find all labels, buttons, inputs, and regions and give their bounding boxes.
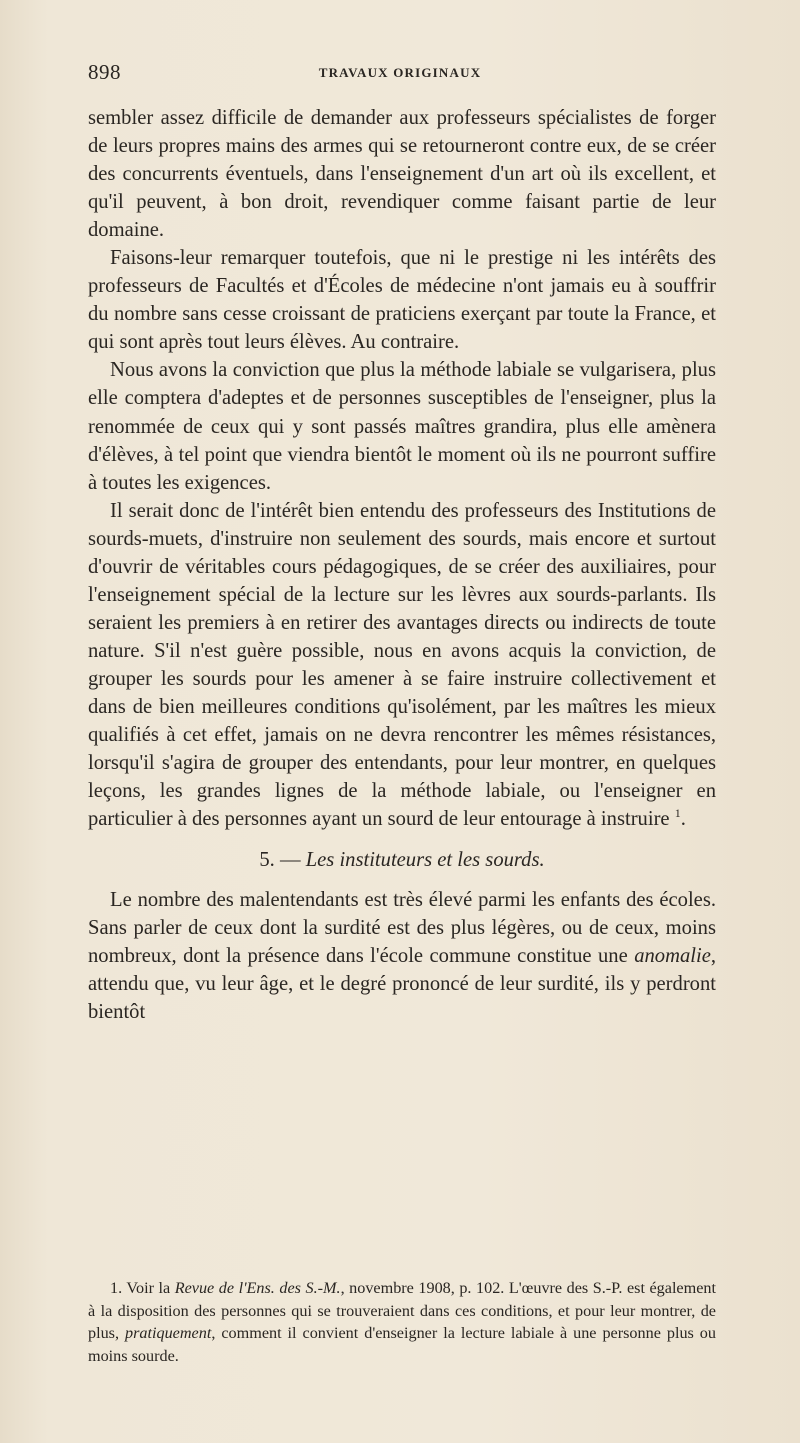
paragraph-2: Faisons-leur remarquer toutefois, que ni le prestige ni les intérêts des professeurs de Facultés et d'Écoles de médecine n'ont jamais eu à souffrir du nombre sans cesse croissant de praticiens exerçant par toute la France, et qui sont après tout leurs élèves. Au contraire. xyxy=(88,247,716,354)
body-text xyxy=(88,104,716,1027)
paragraph-4-end: . xyxy=(680,808,686,831)
paragraph-5-text-b: , attendu que, vu leur âge, et le degré prononcé de leur surdité, ils y perdront bientôt xyxy=(88,945,716,1024)
paragraph-5-text-a: Le nombre des malentendants est très élevé parmi les enfants des écoles. Sans parler de ceux dont la surdité est des plus légères, ou de ceux, moins nombreux, dont la présence dans l'école commune constitue une xyxy=(88,889,716,968)
paragraph-5 xyxy=(88,886,716,1026)
section-number: 5. — xyxy=(259,849,301,872)
paragraph-4 xyxy=(88,497,716,834)
paragraph-4-text: Il serait donc de l'intérêt bien entendu des professeurs des Institutions de sourds-muets, d'instruire non seulement des sourds, mais encore et surtout d'ouvrir de véritables cours pédagogiques, de se créer des auxiliaires, pour l'enseignement spécial de la lecture sur les lèvres aux sourds-parlants. Ils seraient les premiers à en retirer des avantages directs ou indirects de toute nature. S'il n'est guère possible, nous en avons acquis la conviction, de grouper les sourds pour les amener à se faire instruire collectivement et dans de bien meilleures conditions qu'isolément, par les maîtres les mieux qualifiés à cet effet, jamais on ne devra rencontrer les mêmes résistances, lorsqu'il s'agira de grouper des entendants, pour leur montrer, en quelques leçons, les grandes lignes de la méthode labiale, ou l'enseigner en particulier à des personnes ayant un sourd de leur entourage à instruire xyxy=(88,499,716,831)
footnote-1-emphasis: pratiquement xyxy=(125,1324,212,1342)
paragraph-1: sembler assez difficile de demander aux professeurs spécialistes de forger de leurs propres mains des armes qui se retourneront contre eux, de se créer des concurrents éventuels, dans l'enseignement d'un art où ils excellent, et qu'il peuvent, à bon droit, revendiquer comme faisant partie de leur domaine. xyxy=(88,107,716,242)
paragraph-5-emphasis: anomalie xyxy=(634,945,711,968)
footnote-1-text-c: , comment il convient d'enseigner la lecture labiale à une personne plus ou moins sourde. xyxy=(88,1324,716,1365)
footnote-1-text-b: , novembre 1908, p. 102. L'œuvre des S.-P. est également à la disposition des personnes qui se trouveraient dans ces conditions, et pour leur montrer, de plus, xyxy=(88,1279,716,1342)
page-header xyxy=(88,60,712,90)
section-heading xyxy=(88,846,716,874)
paragraph-3: Nous avons la conviction que plus la méthode labiale se vulgarisera, plus elle comptera d'adeptes et de personnes susceptibles de l'enseigner, plus la renommée de ceux qui y sont passés maîtres grandira, plus elle amènera d'élèves, à tel point que viendra bientôt le moment où ils ne pourront suffire à toutes les exigences. xyxy=(88,359,716,494)
footnote-1-journal: Revue de l'Ens. des S.-M. xyxy=(174,1279,341,1297)
page-number: 898 xyxy=(88,60,121,84)
section-title: Les instituteurs et les sourds. xyxy=(305,849,545,872)
footnote-ref[interactable]: 1 xyxy=(674,806,681,821)
footnote-1 xyxy=(88,1277,716,1367)
footnote-1-text-a: 1. Voir la xyxy=(110,1279,171,1297)
running-head: TRAVAUX ORIGINAUX xyxy=(318,65,482,80)
footnotes xyxy=(88,1277,716,1367)
